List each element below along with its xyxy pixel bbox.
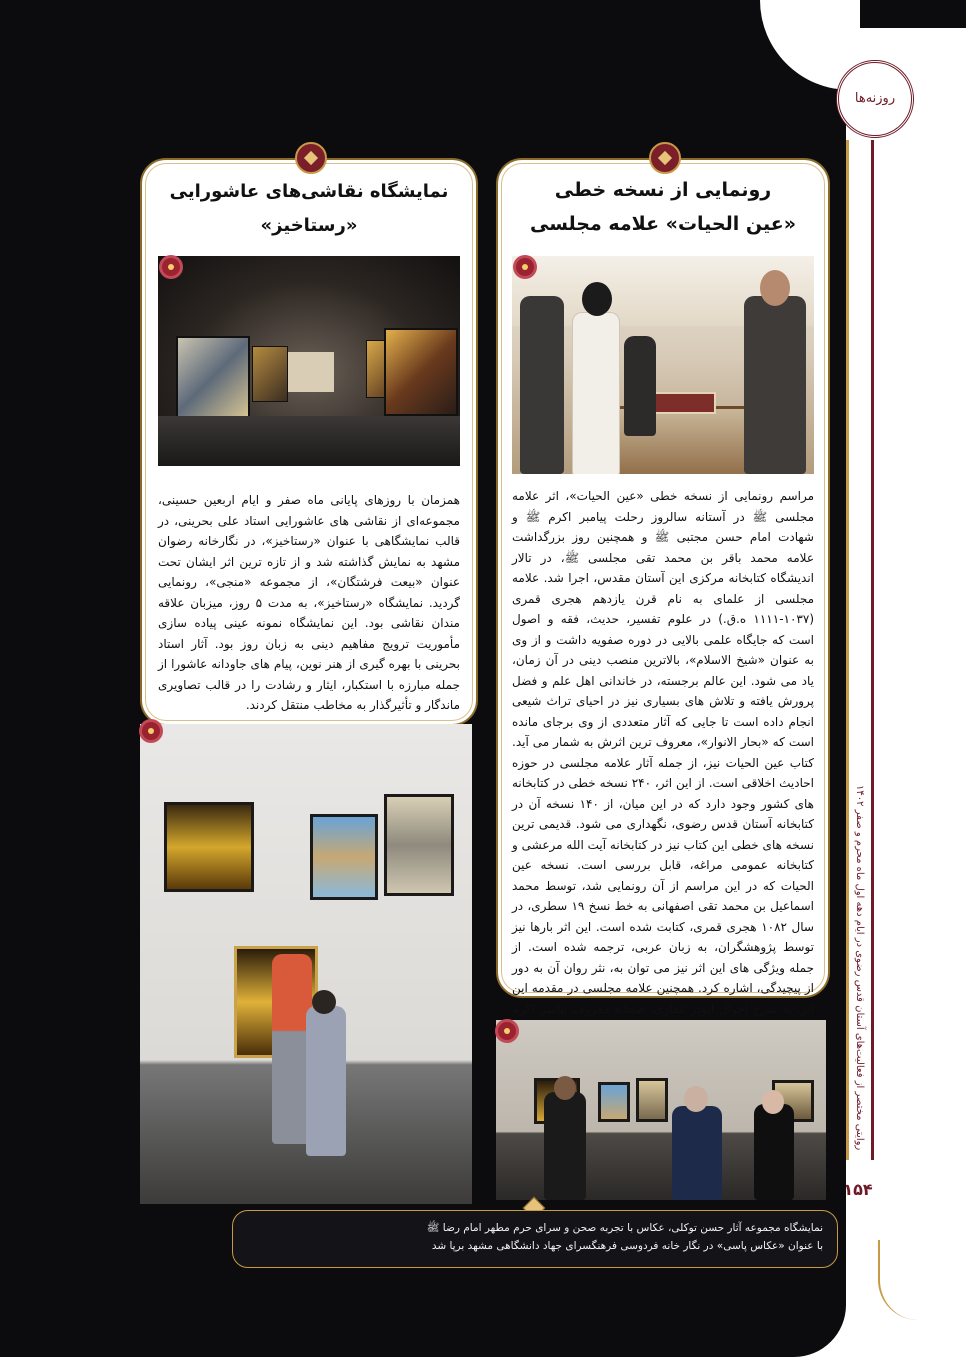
article-title-line1: نمایشگاه نقاشی‌های عاشورایی — [169, 181, 449, 202]
article-card-exhibition — [140, 158, 478, 726]
exhibition-visitors-photo — [496, 1020, 826, 1200]
manuscript-ceremony-photo — [512, 256, 814, 474]
article-body: همزمان با روزهای پایانی ماه صفر و ایام اربعین حسینی، مجموعه‌ای از نقاشی های عاشورایی استاد علی بحرینی، در قالب نمایشگاهی با عنوان «رستاخیز»، در نگارخانه رضوان مشهد به نمایش گذاشته شد و از تازه ترین اثر ایشان تحت عنوان «بیعت فرشتگان»، از مجموعه «منجی»، رونمایی گردید. نمایشگاه «رستاخیز»، به مدت ۵ روز، میزبان علاقه مندان نقاشی بود. این نمایشگاه نمونه عینی پیاده سازی مأموریت ترویج مفاهیم دینی به زبان روز بود. آثار استاد بحرینی با بهره گیری از هنر نوین، پیام های جاودانه عاشورا از جمله مبارزه با استکبار، ایثار و رشادت را در قالب تصاویری ماندگار و تأثیرگذار به مخاطب منتقل کردند. — [158, 493, 460, 712]
running-title: روایتی مختصر از فعالیت‌های آستان قدس رضوی در ایام دهه اول ماه محرم و صفر ۱۴۰۲ — [854, 784, 865, 1150]
section-flower-icon — [142, 722, 160, 740]
card-ornament-icon — [649, 142, 681, 174]
magazine-logo: روزنه‌ها — [836, 60, 914, 138]
page-number: ۱۵۴ — [843, 1180, 873, 1199]
card-ornament-icon — [295, 142, 327, 174]
article-body: مراسم رونمایی از نسخه خطی «عین الحیات»، اثر علامه مجلسی ﷺ در آستانه سالروز رحلت پیامبر اکرم ﷺ و شهادت امام حسن مجتبی ﷺ و همچنین روز بزرگداشت علامه محمد باقر بن محمد تقی مجلسی ﷺ، در تالار اندیشگاه کتابخانه مرکزی این آستان مقدس، اجرا شد. علامه مجلسی از علمای به نام قرن یازدهم هجری قمری (۱۰۳۷-۱۱۱۱ ه.ق.) در علوم تفسیر، حدیث، فقه و اصول است که جایگاه علمی بالایی در دوره صفویه داشت و از وی به عنوان «شیخ الاسلام»، بالاترین منصب دینی در آن زمان، یاد می شود. این عالم برجسته، در خاندانی اهل علم و فضل پرورش یافته و تلاش های بسیاری نیز در احیای تراث شیعی انجام داده است تا جایی که آثار متعددی از وی برجای مانده است که «بحار الانوار»، معروف ترین اثرش به شمار می آید. کتاب عین الحیات نیز، از جمله آثار علامه مجلسی در حوزه احادیث اخلاقی است. از این اثر، ۲۴۰ نسخه خطی در کتابخانه های کشور وجود دارد که در این میان، از ۱۴۰ نسخه آن در کتابخانه آستان قدس رضوی، نگهداری می شود. قدیمی ترین نسخه های خطی این کتاب نیز در کتابخانه آیت الله مرعشی و کتابخانه عمومی مراغه، قابل بررسی است. نسخه عین الحیات که در این مراسم از آن رونمایی شد، توسط محمد اسماعیل بن محمد تقی اصفهانی به خط نسخ ۱۹ سطری، در سال ۱۰۸۲ هجری قمری، کتابت شده است. این اثر بارها نیز توسط پژوهشگران، به زبان عربی، ترجمه شده است. از جمله ویژگی های این اثر نیز می توان به، نثر روان آن به دور از پیچیدگی، اشاره کرد. همچنین علامه مجلسی در مقدمه این اثر، به شرح احوال ابوذر غفاری، صحابه معروف پیامبر اکرم — [512, 489, 815, 1016]
section-flower-icon — [498, 1022, 516, 1040]
section-flower-icon — [516, 258, 534, 276]
article-title-line2: «رستاخیز» — [260, 215, 358, 236]
gallery-child-photo — [140, 724, 472, 1204]
painting-corridor-photo — [158, 256, 460, 466]
article-card-manuscript — [496, 158, 830, 1016]
section-flower-icon — [162, 258, 180, 276]
rail-ornament — [878, 1240, 920, 1320]
article-title-line2: «عین الحیات» علامه مجلسی — [529, 213, 796, 235]
article-title-line1: رونمایی از نسخه خطی — [554, 179, 772, 201]
photo-caption — [232, 1210, 838, 1268]
caption-line2: با عنوان «عکاس پاسی» در نگار خانه فردوسی فرهنگسرای جهاد دانشگاهی مشهد برپا شد — [431, 1240, 823, 1252]
caption-line1: نمایشگاه مجموعه آثار حسن توکلی، عکاس با تجربه صحن و سرای حرم مطهر امام رضا ﷺ — [426, 1222, 823, 1234]
